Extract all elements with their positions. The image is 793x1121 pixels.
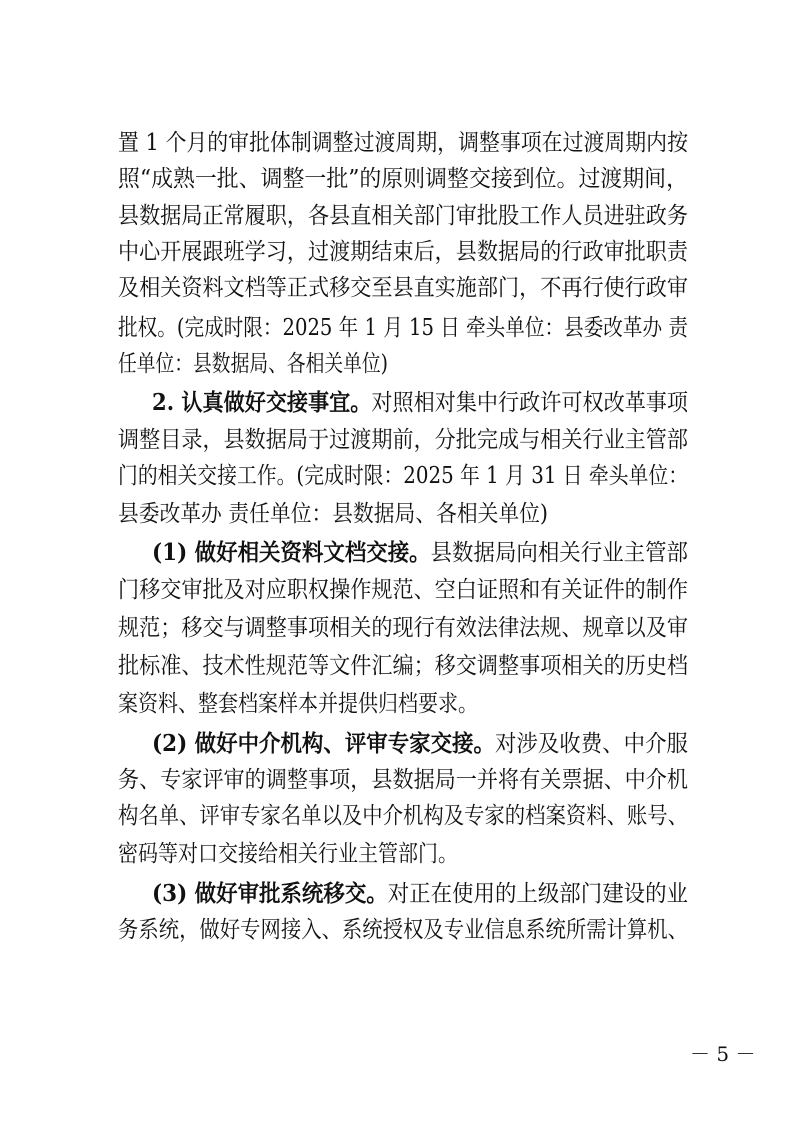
line-content xyxy=(118,912,688,948)
line-content xyxy=(152,726,688,762)
text-line xyxy=(118,836,509,872)
section-heading: 2. 认真做好交接事宜。 xyxy=(152,389,372,416)
text-line xyxy=(118,798,762,834)
paragraph-heading-line xyxy=(152,535,727,571)
line-text: 县数据局向相关行业主管部 xyxy=(430,540,688,566)
line-text: 规范；移交与调整事项相关的现行有效法律法规、规章以及审 xyxy=(118,615,689,641)
line-text: 及相关资料文档等正式移交至县直实施部门，不再行使行政审 xyxy=(118,275,689,301)
section-heading: (2) 做好中介机构、评审专家交接。 xyxy=(152,730,495,757)
text-line xyxy=(118,686,532,722)
line-text: 构名单、评审专家名单以及中介机构及专家的档案资料、账号、 xyxy=(118,803,689,829)
line-text: 照“成熟一批、调整一批”的原则调整交接到位。过渡期间， xyxy=(118,166,688,192)
text-line xyxy=(118,762,739,798)
line-text: 对正在使用的上级部门建设的业 xyxy=(387,881,688,907)
line-text: 县委改革办 责任单位：县数据局、各相关单位) xyxy=(118,501,549,527)
line-content xyxy=(118,125,688,161)
line-content xyxy=(118,836,458,872)
text-line xyxy=(118,125,745,161)
text-line xyxy=(118,422,739,458)
line-content xyxy=(152,876,688,912)
line-text: 门移交审批及对应职权操作规范、空白证照和有关证件的制作 xyxy=(118,577,689,603)
line-text: 案资料、整套档案样本并提供归档要求。 xyxy=(118,691,479,717)
paragraph-heading-line xyxy=(152,726,727,762)
line-content xyxy=(118,648,688,684)
text-line xyxy=(118,496,594,532)
line-text: 批标准、技术性规范等文件汇编；移交调整事项相关的历史档 xyxy=(118,653,689,679)
text-line xyxy=(118,912,762,948)
line-text: 任单位：县数据局、各相关单位) xyxy=(118,351,388,377)
text-line xyxy=(118,458,779,494)
line-content xyxy=(118,234,688,270)
text-line xyxy=(118,161,717,197)
line-content xyxy=(118,422,688,458)
line-text: 批权。(完成时限：2025 年 1 月 15 日 牵头单位：县委改革办 责 xyxy=(118,315,688,341)
line-text: 门的相关交接工作。(完成时限：2025 年 1 月 31 日 牵头单位： xyxy=(118,463,689,489)
text-line xyxy=(118,234,739,270)
text-line xyxy=(118,610,739,646)
line-content xyxy=(118,762,688,798)
text-line xyxy=(118,572,739,608)
section-heading: (3) 做好审批系统移交。 xyxy=(152,880,388,907)
line-text: 务系统，做好专网接入、系统授权及专业信息系统所需计算机、 xyxy=(118,917,689,943)
line-content xyxy=(118,270,688,306)
text-line xyxy=(118,346,449,382)
line-content xyxy=(118,572,688,608)
text-line xyxy=(118,648,739,684)
text-line xyxy=(118,270,739,306)
line-text: 县数据局正常履职，各县直相关部门审批股工作人员进驻政务 xyxy=(118,203,689,229)
line-content xyxy=(118,161,688,197)
section-heading: (1) 做好相关资料文档交接。 xyxy=(152,539,431,566)
line-content xyxy=(152,385,688,421)
line-content xyxy=(118,686,478,722)
line-text: 调整目录，县数据局于过渡期前，分批完成与相关行业主管部 xyxy=(118,427,689,453)
line-text: 务、专家评审的调整事项，县数据局一并将有关票据、中介机 xyxy=(118,767,689,793)
text-line xyxy=(118,310,787,346)
line-text: 对涉及收费、中介服 xyxy=(494,731,688,757)
line-text: 置 1 个月的审批体制调整过渡周期，调整事项在过渡周期内按 xyxy=(118,130,688,156)
line-content xyxy=(118,798,688,834)
line-text: 密码等对口交接给相关行业主管部门。 xyxy=(118,841,459,867)
line-content xyxy=(118,346,388,382)
line-content xyxy=(118,198,688,234)
text-line xyxy=(118,198,739,234)
line-content xyxy=(152,535,688,571)
line-content xyxy=(118,496,548,532)
line-text: 中心开展跟班学习，过渡期结束后，县数据局的行政审批职责 xyxy=(118,239,689,265)
page-number: － 5 － xyxy=(690,1042,756,1066)
line-content xyxy=(118,458,688,494)
line-content xyxy=(118,310,688,346)
line-text: 对照相对集中行政许可权改革事项 xyxy=(371,390,689,416)
line-content xyxy=(118,610,688,646)
paragraph-heading-line xyxy=(152,876,727,912)
paragraph-heading-line xyxy=(152,385,736,421)
